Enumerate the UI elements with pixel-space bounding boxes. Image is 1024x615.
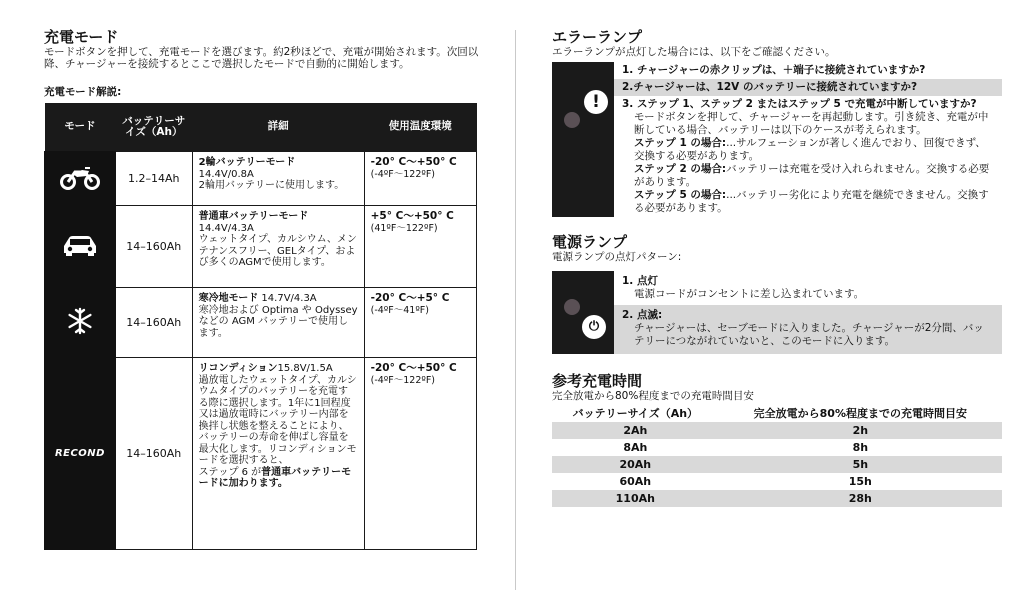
mode-heading: [199, 293, 358, 305]
temperature-fahrenheit: (-4ºF〜41ºF): [370, 304, 429, 316]
charge-time: 5h: [719, 456, 1002, 473]
mode-spec: 15.8V/1.5A: [277, 363, 333, 374]
error-case-label: ステップ 5 の場合:: [634, 189, 727, 201]
table-row: [552, 490, 1002, 507]
charge-mode-title: 充電モード: [44, 28, 119, 46]
power-lamp-intro: 電源ランプの点灯パターン:: [552, 251, 682, 263]
right-column: [552, 28, 1002, 507]
temperature-celsius: -20° C〜+50° C: [370, 156, 457, 168]
mode-icon-cell: [45, 358, 116, 550]
charge-mode-intro: モードボタンを押して、充電モードを選びます。約2秒ほどで、充電が開始されます。次回以降、チャージャーを接続するとここで選択したモードで自動的に開始します。: [44, 46, 479, 70]
error-lamp-indicator: [552, 62, 614, 217]
battery-size: 110Ah: [552, 490, 719, 507]
error-lamp-box: [552, 62, 1002, 217]
mode-detail: [192, 358, 364, 550]
temperature: [364, 206, 476, 288]
indicator-dot: [564, 299, 580, 315]
error-checklist: [614, 62, 1002, 217]
charge-time-table: [552, 404, 1002, 507]
table-header-row: [552, 404, 1002, 422]
table-header-row: [45, 103, 477, 152]
power-lamp-box: [552, 271, 1002, 354]
power-lamp-title: 電源ランプ: [552, 233, 628, 251]
col-mode: モード: [45, 103, 116, 152]
battery-size: 20Ah: [552, 456, 719, 473]
charge-time: 28h: [719, 490, 1002, 507]
mode-icon-cell: [45, 152, 116, 206]
battery-size: 2Ah: [552, 422, 719, 439]
error-lamp-intro: エラーランプが点灯した場合には、以下をご確認ください。: [552, 46, 836, 58]
mode-description: 14.4V/0.8A 2輪用バッテリーに使用します。: [198, 168, 345, 191]
temperature: [364, 358, 476, 550]
mode-detail: [192, 152, 364, 206]
battery-size: 14–160Ah: [115, 288, 192, 358]
error-case: [634, 137, 994, 163]
mode-detail: [192, 206, 364, 288]
col-detail: 詳細: [192, 103, 364, 152]
temperature-celsius: -20° C〜+50° C: [370, 362, 457, 374]
temperature: [364, 152, 476, 206]
mode-icon-cell: [45, 206, 116, 288]
temperature-celsius: +5° C〜+50° C: [370, 210, 454, 222]
error-case-label: ステップ 2 の場合:: [634, 163, 727, 175]
mode-description: 14.4V/4.3A ウェットタイプ、カルシウム、メンテナンスフリー、GELタイプ、および多くのAGMで使用します。: [198, 222, 357, 268]
error-item-2: 2.チャージャーは、12V のバッテリーに接続されていますか?: [614, 79, 1002, 96]
col-battery-size: バッテリーサイズ（Ah）: [115, 103, 192, 152]
mode-name: リコンディション: [198, 363, 278, 374]
power-item-label: 1. 点灯: [622, 275, 658, 287]
mode-icon-cell: [45, 288, 116, 358]
error-item-1: 1. チャージャーの赤クリップは、＋端子に接続されていますか?: [622, 64, 926, 76]
power-item-text: 電源コードがコンセントに差し込まれています。: [634, 288, 865, 300]
charge-mode-subhead: 充電モード解説:: [44, 86, 122, 98]
charge-mode-section: [44, 28, 484, 550]
col-battery-size: バッテリーサイズ（Ah）: [572, 407, 699, 420]
mode-description-bold: 普通車バッテリーモードに加わります。: [198, 466, 352, 489]
col-charge-time: 完全放電から80%程度までの充電時間目安: [753, 407, 967, 420]
error-item-3-body: [622, 111, 994, 215]
error-case-text: ...バッテリー劣化により充電を継続できません。交換する必要があります。: [634, 189, 989, 214]
indicator-dot: [564, 112, 580, 128]
temperature-celsius: -20° C〜+5° C: [370, 292, 450, 304]
battery-size: 60Ah: [619, 475, 652, 488]
error-item-3: [614, 96, 1002, 217]
recond-label: RECOND: [54, 447, 105, 459]
table-row: [45, 152, 477, 206]
mode-name: 2輪バッテリーモード: [198, 157, 296, 168]
power-item-1: [614, 271, 1002, 305]
column-divider: [515, 30, 516, 590]
battery-size: 8Ah: [623, 441, 648, 454]
mode-name: 寒冷地モード: [198, 293, 259, 304]
error-item-3-text: モードボタンを押して、チャージャーを再起動します。引き続き、充電が中断している場合、バッテリーは以下のケースが考えられます。: [634, 111, 989, 136]
col-temperature: 使用温度環境: [364, 103, 476, 152]
motorcycle-icon: [60, 164, 100, 190]
mode-description-text: 過放電したウェットタイプ、カルシウムタイプのバッテリーを充電する際に選択します。1年に1回程度又は過放電時にバッテリー内部を換拌し状態を整えることにより、バッテリーの寿命を伸ばし容量を最大化します。リコンディションモードを選択すると、 ステップ 6 が: [198, 374, 357, 478]
battery-size: 14–160Ah: [115, 206, 192, 288]
mode-name: 普通車バッテリーモード: [198, 211, 309, 222]
charge-time-title: 参考充電時間: [552, 372, 643, 390]
charge-time: 15h: [848, 475, 872, 488]
table-row: [552, 439, 1002, 456]
charge-time: 2h: [719, 422, 1002, 439]
temperature-fahrenheit: (-4ºF〜122ºF): [370, 168, 436, 180]
mode-heading: [199, 363, 358, 375]
mode-description: [199, 375, 358, 490]
error-case: [634, 163, 994, 189]
table-row: [45, 358, 477, 550]
table-row: [552, 473, 1002, 490]
power-lamp-indicator: [552, 271, 614, 354]
mode-description: 寒冷地および Optima や Odyssey などの AGM バッテリーで使用します。: [198, 304, 358, 339]
error-item-3-title: 3. ステップ 1、ステップ 2 またはステップ 5 で充電が中断していますか?: [622, 98, 977, 110]
table-row: [552, 456, 1002, 473]
table-row: [45, 206, 477, 288]
power-item-label: 2. 点滅:: [622, 309, 663, 321]
error-case-text: ...サルフェーションが著しく進んでおり、回復できず、交換する必要があります。: [634, 137, 986, 162]
battery-size: 1.2–14Ah: [115, 152, 192, 206]
power-icon: ⏻: [582, 315, 606, 339]
error-lamp-title: エラーランプ: [552, 28, 643, 46]
error-case: [634, 189, 994, 215]
power-pattern-list: [614, 271, 1002, 354]
charge-time: 8h: [852, 441, 869, 454]
temperature-fahrenheit: (-4ºF〜122ºF): [370, 374, 436, 386]
error-case-label: ステップ 1 の場合:: [634, 137, 727, 149]
charge-mode-table: [44, 103, 477, 550]
battery-size: 14–160Ah: [115, 358, 192, 550]
car-icon: [60, 232, 100, 258]
exclamation-icon: !: [584, 90, 608, 114]
mode-spec: 14.7V/4.3A: [258, 293, 317, 304]
error-case-text: バッテリーは充電を受け入れられません。交換する必要があります。: [634, 163, 990, 188]
snowflake-icon: [66, 307, 94, 335]
table-row: [552, 422, 1002, 439]
power-item-text: チャージャーは、セーブモードに入りました。チャージャーが2分間、バッテリーにつながれていないと、このモードに入ります。: [634, 322, 984, 347]
power-item-2: [614, 305, 1002, 354]
mode-detail: [192, 288, 364, 358]
table-row: [45, 288, 477, 358]
temperature-fahrenheit: (41ºF〜122ºF): [370, 222, 438, 234]
temperature: [364, 288, 476, 358]
charge-time-intro: 完全放電から80%程度までの充電時間目安: [552, 390, 754, 402]
